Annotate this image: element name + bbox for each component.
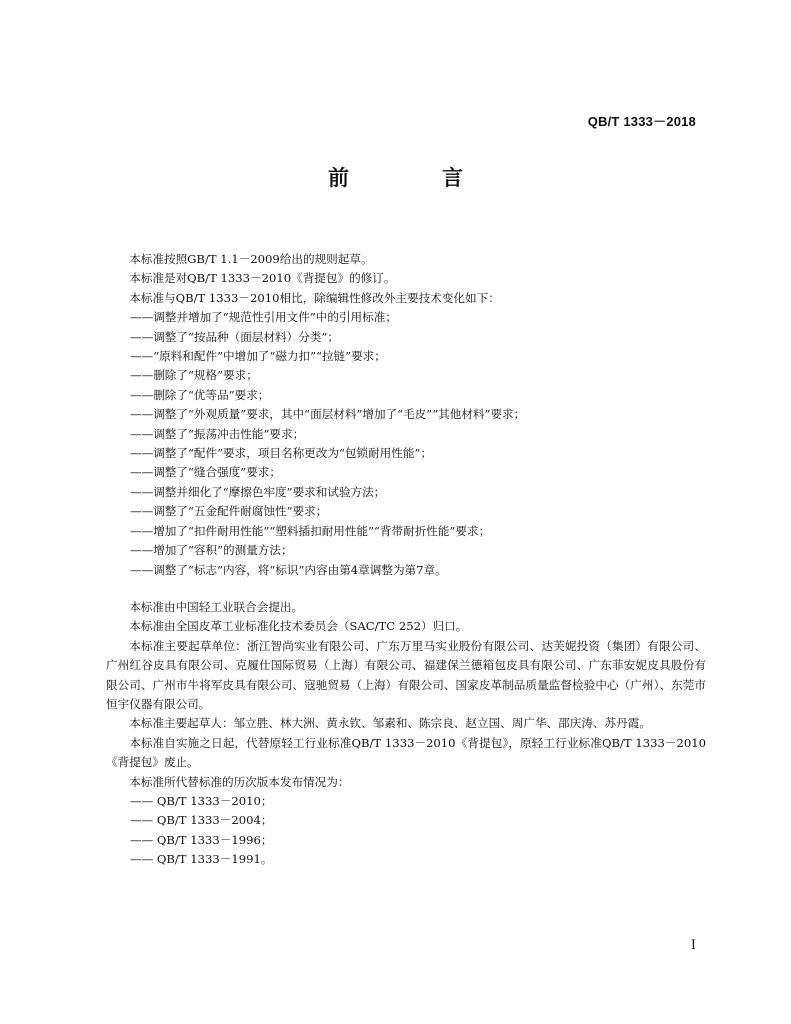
paragraph-committee: 本标准由全国皮革工业标准化技术委员会（SAC/TC 252）归口。 [129, 619, 468, 634]
change-item: ——调整了“外观质量”要求，其中“面层材料”增加了“毛皮”“其他材料”要求； [130, 407, 526, 422]
change-item: ——调整了“配件”要求，项目名称更改为“包锁耐用性能”； [130, 446, 432, 461]
change-item: ——调整了“缝合强度”要求； [130, 465, 281, 480]
change-item: ——“原料和配件”中增加了“磁力扣”“拉链”要求； [130, 349, 386, 364]
paragraph-revision: 本标准是对QB/T 1333－2010《背提包》的修订。 [129, 271, 396, 286]
change-item: ——增加了“容积”的测量方法； [130, 543, 293, 558]
section-gap [106, 580, 706, 598]
page-number: I [690, 938, 696, 953]
change-item: ——调整了“按品种（面层材料）分类”； [130, 329, 339, 344]
change-item: ——删除了“优等品”要求； [130, 387, 270, 402]
changes-list [106, 308, 706, 580]
paragraph-changes-intro: 本标准与QB/T 1333－2010相比，除编辑性修改外主要技术变化如下： [129, 290, 500, 305]
version-list [106, 792, 706, 870]
standard-code: QB/T 1333－2018 [587, 114, 696, 129]
change-item: ——调整并细化了“摩擦色牢度”要求和试验方法； [130, 484, 386, 499]
paragraph-drafting-units: 本标准主要起草单位：浙江智尚实业有限公司、广东万里马实业股份有限公司、达芙妮投资（集团）有限公司、广州红谷皮具有限公司、克履仕国际贸易（上海）有限公司、福建保兰德箱包皮具有限公司、广东菲安妮皮具股份有限公司、广州市牛将军皮具有限公司、寇驰贸易（上海）有限公司、国家皮革制品质量监督检验中心（广州）、东莞市恒宇仪器有限公司。 [106, 638, 706, 711]
version-item: —— QB/T 1333－2004； [130, 813, 273, 828]
paragraph-proposer: 本标准由中国轻工业联合会提出。 [129, 599, 304, 614]
paragraph-version-history: 本标准所代替标准的历次版本发布情况为： [129, 774, 350, 789]
change-item: ——调整并增加了“规范性引用文件”中的引用标准； [130, 310, 397, 325]
version-item: —— QB/T 1333－1991。 [130, 852, 273, 867]
version-item: —— QB/T 1333－1996； [130, 832, 273, 847]
page-title: 前 言 [328, 166, 499, 190]
change-item: ——删除了“规格”要求； [130, 368, 258, 383]
foreword-body [106, 250, 706, 870]
change-item: ——增加了“扣件耐用性能”“塑料插扣耐用性能”“背带耐折性能”要求； [130, 523, 491, 538]
paragraph-drafters: 本标准主要起草人：邹立胜、林大洲、黄永钦、邹素和、陈宗良、赵立国、周广华、邵庆涛、苏丹霞。 [129, 716, 651, 731]
change-item: ——调整了“标志”内容，将“标识”内容由第4章调整为第7章。 [130, 562, 447, 577]
paragraph-replacement: 本标准自实施之日起，代替原轻工行业标准QB/T 1333－2010《背提包》，原轻工行业标准QB/T 1333－2010《背提包》废止。 [106, 735, 706, 770]
change-item: ——调整了“振荡冲击性能”要求； [130, 426, 305, 441]
version-item: —— QB/T 1333－2010； [130, 793, 273, 808]
change-item: ——调整了“五金配件耐腐蚀性”要求； [130, 504, 328, 519]
paragraph-drafting-rule: 本标准按照GB/T 1.1－2009给出的规则起草。 [129, 252, 373, 266]
